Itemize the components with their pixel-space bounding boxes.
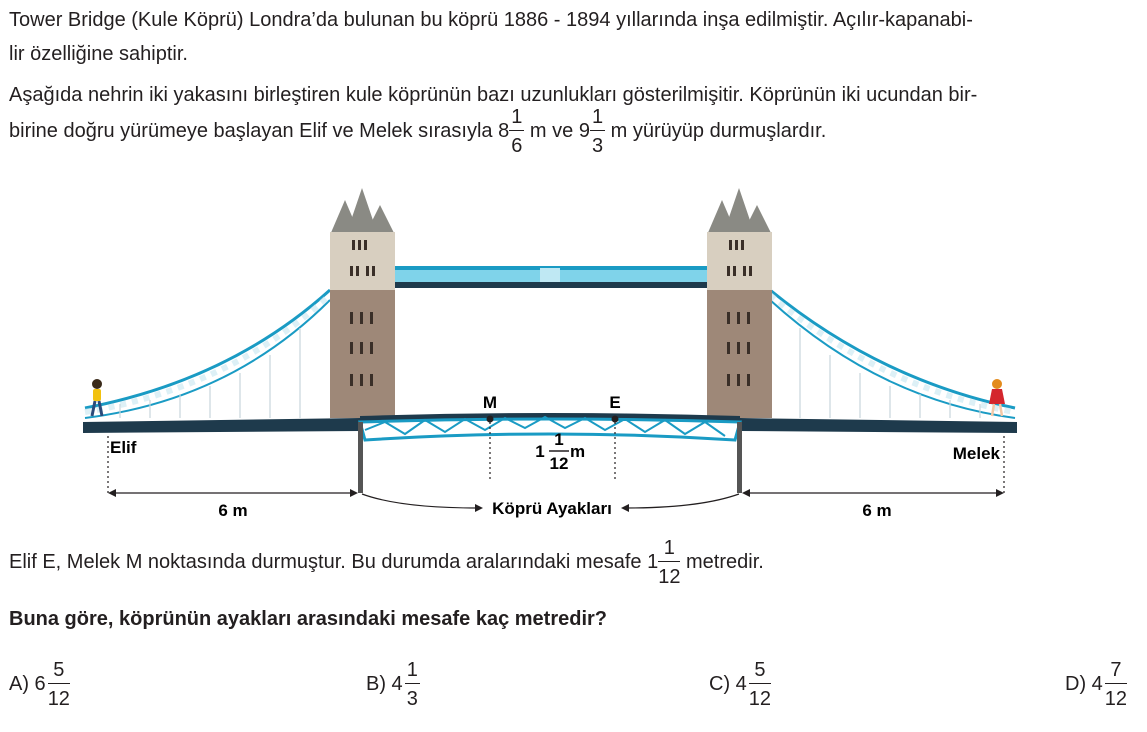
option-a[interactable] bbox=[9, 660, 70, 709]
left-pier bbox=[358, 422, 363, 493]
fraction-numerator: 1 bbox=[509, 107, 524, 131]
statement-fraction bbox=[658, 538, 680, 587]
point-m-label: M bbox=[482, 393, 498, 412]
elif-label: Elif bbox=[110, 438, 137, 457]
option-c[interactable] bbox=[709, 660, 771, 709]
fraction-denominator: 12 bbox=[658, 566, 681, 588]
option-a-label: A) 6 bbox=[9, 672, 46, 695]
right-distance-label: 6 m bbox=[862, 501, 892, 520]
fraction-denominator: 12 bbox=[47, 688, 70, 710]
option-c-fraction bbox=[749, 660, 771, 709]
right-distance-arrow bbox=[742, 489, 1004, 497]
statement-post: metredir. bbox=[686, 550, 764, 573]
option-d-fraction bbox=[1105, 660, 1127, 709]
intro-line-2: lir özelliğine sahiptir. bbox=[9, 43, 188, 65]
upper-walkway bbox=[393, 266, 708, 288]
me-whole: 1 bbox=[535, 442, 545, 461]
intro-line-1: Tower Bridge (Kule Köprü) Londra’da bulunan bu köprü 1886 - 1894 yıllarında inşa edilmiştir. Açılır-kapanabi- bbox=[9, 9, 973, 31]
me-unit: m bbox=[570, 442, 586, 461]
me-denominator: 12 bbox=[549, 454, 569, 473]
option-a-fraction bbox=[48, 660, 70, 709]
point-m-dot bbox=[487, 416, 494, 423]
intro-line-3: Aşağıda nehrin iki yakasını birleştiren kule köprünün bazı uzunlukları gösterilmişitir. Köprünün iki ucundan bir- bbox=[9, 84, 978, 106]
melek-label: Melek bbox=[952, 444, 1000, 463]
option-d-label: D) 4 bbox=[1065, 672, 1103, 695]
intro-line-4-post: m yürüyüp durmuşlardır. bbox=[610, 119, 827, 142]
option-b[interactable] bbox=[366, 660, 420, 709]
fraction-denominator: 12 bbox=[1104, 688, 1128, 710]
fraction-numerator: 5 bbox=[749, 660, 771, 684]
fraction-numerator: 1 bbox=[590, 107, 605, 131]
point-e-label: E bbox=[609, 393, 621, 412]
me-distance-label bbox=[535, 430, 585, 473]
piers-label: Köprü Ayakları bbox=[492, 499, 612, 518]
right-suspension-truss bbox=[770, 290, 1015, 418]
right-pier bbox=[737, 422, 742, 493]
intro-line-4-pre: birine doğru yürümeye başlayan Elif ve Melek sırasıyla 8 bbox=[9, 119, 510, 142]
fraction-denominator: 3 bbox=[591, 135, 604, 157]
point-e-dot bbox=[612, 416, 619, 423]
option-d[interactable] bbox=[1065, 660, 1127, 709]
fraction-denominator: 6 bbox=[511, 135, 523, 157]
fraction-numerator: 1 bbox=[658, 538, 680, 562]
left-suspension-truss bbox=[85, 290, 330, 418]
left-distance-arrow bbox=[108, 489, 358, 497]
fraction-numerator: 5 bbox=[48, 660, 70, 684]
fraction-denominator: 12 bbox=[748, 688, 772, 710]
intro-line-4-mid: m ve 9 bbox=[529, 119, 590, 142]
fraction-denominator: 3 bbox=[406, 688, 418, 710]
option-b-fraction bbox=[405, 660, 420, 709]
question-text: Buna göre, köprünün ayakları arasındaki mesafe kaç metredir? bbox=[9, 608, 608, 630]
left-tower bbox=[330, 188, 395, 418]
bridge-deck bbox=[83, 413, 1017, 440]
option-c-label: C) 4 bbox=[709, 672, 747, 695]
elif-figure-icon bbox=[92, 379, 102, 416]
me-numerator: 1 bbox=[554, 430, 564, 449]
right-tower bbox=[707, 188, 772, 418]
statement-line bbox=[9, 538, 764, 587]
option-b-label: B) 4 bbox=[366, 672, 403, 695]
statement-pre: Elif E, Melek M noktasında durmuştur. Bu durumda aralarındaki mesafe 1 bbox=[9, 550, 659, 573]
fraction-numerator: 7 bbox=[1105, 660, 1127, 684]
fraction-numerator: 1 bbox=[405, 660, 420, 684]
left-distance-label: 6 m bbox=[218, 501, 248, 520]
